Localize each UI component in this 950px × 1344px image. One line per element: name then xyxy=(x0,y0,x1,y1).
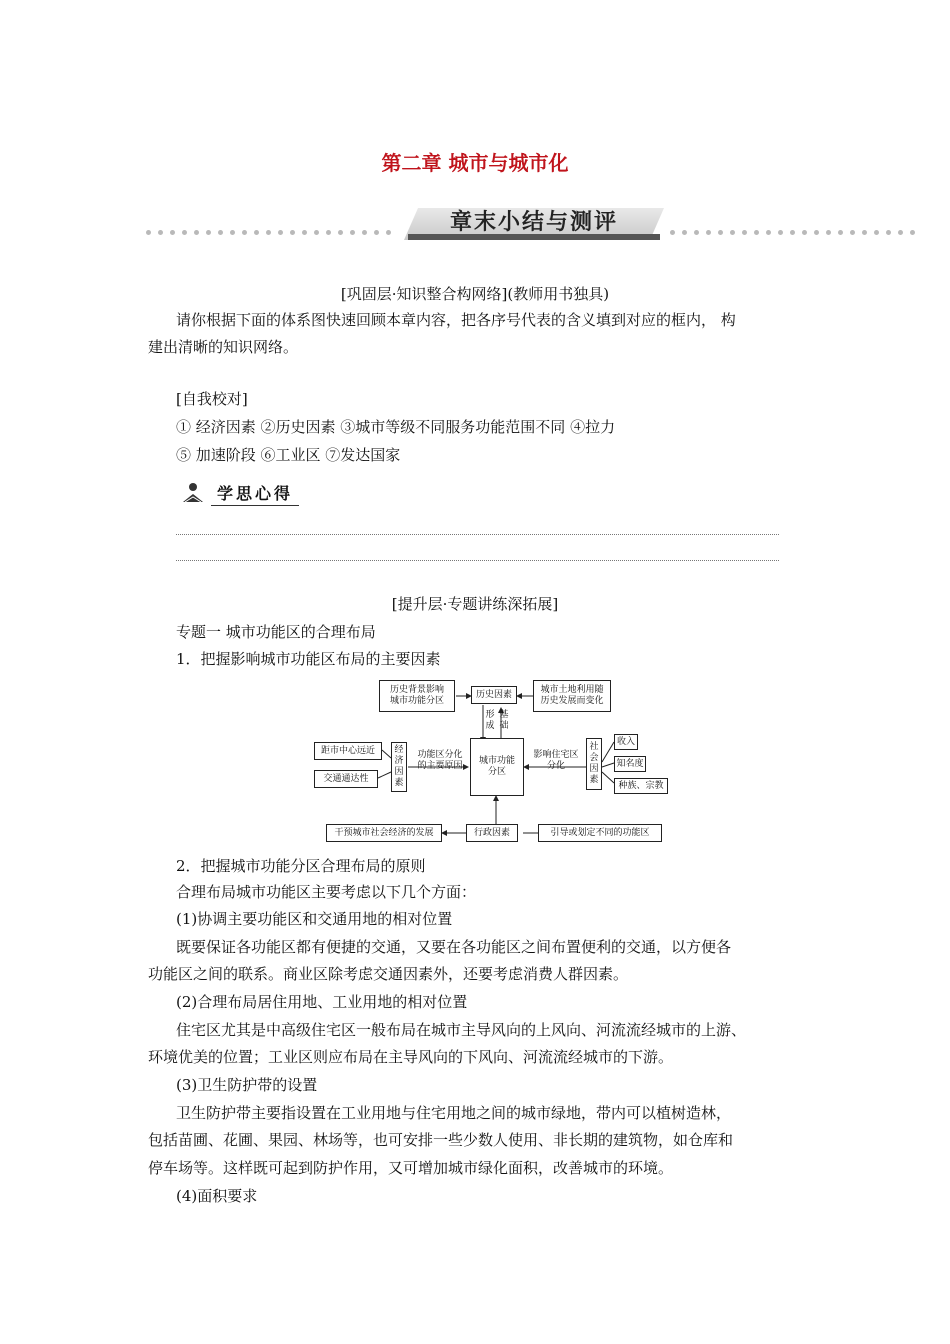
banner-dot xyxy=(374,230,379,235)
banner-dot xyxy=(862,230,867,235)
instruction-line1: 请你根据下面的体系图快速回顾本章内容，把各序号代表的含义填到对应的框内， 构 xyxy=(176,311,736,329)
instruction-line2: 建出清晰的知识网络。 xyxy=(148,338,299,356)
box-traffic: 交通通达性 xyxy=(314,770,378,788)
banner-title: 章末小结与测评 xyxy=(449,210,618,235)
banner-dot xyxy=(850,230,855,235)
banner-dot xyxy=(350,230,355,235)
label-main-reason-l1: 功能区分化 xyxy=(417,750,463,760)
point1-title: 1．把握影响城市功能区布局的主要因素 xyxy=(176,650,441,668)
banner-dot xyxy=(778,230,783,235)
label-residential xyxy=(526,750,586,772)
banner-dot xyxy=(254,230,259,235)
sub2-para-1: 住宅区尤其是中高级住宅区一般布局在城市主导风向的上风向、河流流经城市的上游、 xyxy=(176,1021,747,1039)
section2-heading: [提升层·专题讲练深拓展] xyxy=(391,595,559,613)
box-economic-factor xyxy=(391,742,407,792)
banner-dot xyxy=(670,230,675,235)
banner-dots-left xyxy=(146,230,391,235)
banner-dot xyxy=(218,230,223,235)
box-center-l1: 城市功能 xyxy=(478,756,515,766)
reader-icon xyxy=(181,482,205,504)
box-social-c3: 因 xyxy=(589,764,599,774)
chapter-title: 第二章 城市与城市化 xyxy=(381,151,569,175)
badge-underline xyxy=(211,505,299,506)
label-form xyxy=(483,710,497,732)
label-basis xyxy=(497,710,511,732)
topic-title: 专题一 城市功能区的合理布局 xyxy=(176,623,376,641)
banner-dot xyxy=(706,230,711,235)
answers-line2: ⑤ 加速阶段 ⑥工业区 ⑦发达国家 xyxy=(176,446,401,464)
section1-heading: [巩固层·知识整合构网络](教师用书独具) xyxy=(340,285,610,303)
note-line-2 xyxy=(176,560,779,561)
banner-dot xyxy=(898,230,903,235)
label-basis-c1: 基 xyxy=(499,710,509,720)
banner-dot xyxy=(718,230,723,235)
study-badge-label: 学思心得 xyxy=(217,484,294,503)
banner-dot xyxy=(194,230,199,235)
box-guide: 引导或划定不同的功能区 xyxy=(538,824,662,842)
banner-dot xyxy=(158,230,163,235)
banner-dots-right xyxy=(670,230,915,235)
box-economic-c1: 经 xyxy=(394,745,404,755)
box-distance: 距市中心远近 xyxy=(314,742,382,760)
box-land-use-l2: 历史发展而变化 xyxy=(540,696,604,706)
box-intervene: 干预城市社会经济的发展 xyxy=(326,824,442,842)
banner-dot xyxy=(826,230,831,235)
sub3-para-3: 停车场等。这样既可起到防护作用，又可增加城市绿化面积，改善城市的环境。 xyxy=(148,1159,674,1177)
box-history-background-l2: 城市功能分区 xyxy=(389,696,444,706)
answers-line1: ① 经济因素 ②历史因素 ③城市等级不同服务功能范围不同 ④拉力 xyxy=(176,418,616,436)
banner-dot xyxy=(338,230,343,235)
label-residential-l1: 影响住宅区 xyxy=(533,750,579,760)
banner-dot xyxy=(694,230,699,235)
sub3-title: (3)卫生防护带的设置 xyxy=(176,1076,318,1094)
banner-dot xyxy=(730,230,735,235)
banner-dot xyxy=(362,230,367,235)
box-social-c2: 会 xyxy=(589,753,599,763)
banner-dot xyxy=(814,230,819,235)
banner-dot xyxy=(314,230,319,235)
study-badge xyxy=(181,480,301,508)
banner-dot xyxy=(266,230,271,235)
banner xyxy=(146,206,936,242)
banner-dot xyxy=(802,230,807,235)
box-center-l2: 分区 xyxy=(487,767,506,777)
banner-dot xyxy=(302,230,307,235)
banner-dot xyxy=(182,230,187,235)
sub2-para-2: 环境优美的位置；工业区则应布局在主导风向的下风向、河流流经城市的下游。 xyxy=(148,1048,674,1066)
label-basis-c2: 础 xyxy=(499,721,509,731)
box-center-function-zones xyxy=(470,738,524,796)
box-admin-factor: 行政因素 xyxy=(466,824,518,842)
label-form-c2: 成 xyxy=(485,721,495,731)
banner-dot xyxy=(206,230,211,235)
banner-dot xyxy=(386,230,391,235)
banner-dot xyxy=(290,230,295,235)
banner-dot xyxy=(742,230,747,235)
banner-dot xyxy=(230,230,235,235)
factors-diagram xyxy=(300,672,675,847)
banner-dot xyxy=(682,230,687,235)
sub2-title: (2)合理布局居住用地、工业用地的相对位置 xyxy=(176,993,468,1011)
box-history-background-l1: 历史背景影响 xyxy=(389,685,444,695)
banner-dot xyxy=(838,230,843,235)
label-main-reason-l2: 的主要原因 xyxy=(417,761,463,771)
self-check-label: [自我校对] xyxy=(176,390,248,408)
label-residential-l2: 分化 xyxy=(546,761,565,771)
banner-dot xyxy=(326,230,331,235)
banner-dot xyxy=(146,230,151,235)
box-income: 收入 xyxy=(614,734,638,750)
note-line-1 xyxy=(176,534,779,535)
banner-dot xyxy=(910,230,915,235)
banner-dot xyxy=(790,230,795,235)
banner-dot xyxy=(242,230,247,235)
box-ethnic-religion: 种族、宗教 xyxy=(614,778,668,794)
intro-text: 合理布局城市功能区主要考虑以下几个方面： xyxy=(176,883,477,901)
box-economic-c2: 济 xyxy=(394,756,404,766)
sub3-para-2: 包括苗圃、花圃、果园、林场等，也可安排一些少数人使用、非长期的建筑物，如仓库和 xyxy=(148,1131,734,1149)
box-economic-c4: 素 xyxy=(394,778,404,788)
box-history-background xyxy=(379,680,455,712)
box-land-use xyxy=(533,680,611,712)
banner-dot xyxy=(874,230,879,235)
label-form-c1: 形 xyxy=(485,710,495,720)
banner-dot xyxy=(278,230,283,235)
banner-dot xyxy=(170,230,175,235)
sub1-title: (1)协调主要功能区和交通用地的相对位置 xyxy=(176,910,453,928)
banner-dot xyxy=(754,230,759,235)
sub4-title: (4)面积要求 xyxy=(176,1187,258,1205)
sub3-para-1: 卫生防护带主要指设置在工业用地与住宅用地之间的城市绿地，带内可以植树造林， xyxy=(176,1104,732,1122)
sub1-para-1: 既要保证各功能区都有便捷的交通，又要在各功能区之间布置便利的交通，以方便各 xyxy=(176,938,732,956)
box-social-c1: 社 xyxy=(589,742,599,752)
box-fame: 知名度 xyxy=(614,756,646,772)
banner-dot xyxy=(886,230,891,235)
banner-dot xyxy=(766,230,771,235)
box-land-use-l1: 城市土地利用随 xyxy=(540,685,604,695)
box-economic-c3: 因 xyxy=(394,767,404,777)
point2-title: 2．把握城市功能分区合理布局的原则 xyxy=(176,857,426,875)
box-social-c4: 素 xyxy=(589,775,599,785)
label-main-reason xyxy=(410,750,470,772)
box-history-factor: 历史因素 xyxy=(471,686,517,704)
sub1-para-2: 功能区之间的联系。商业区除考虑交通因素外，还要考虑消费人群因素。 xyxy=(148,965,629,983)
box-social-factor xyxy=(586,738,602,790)
